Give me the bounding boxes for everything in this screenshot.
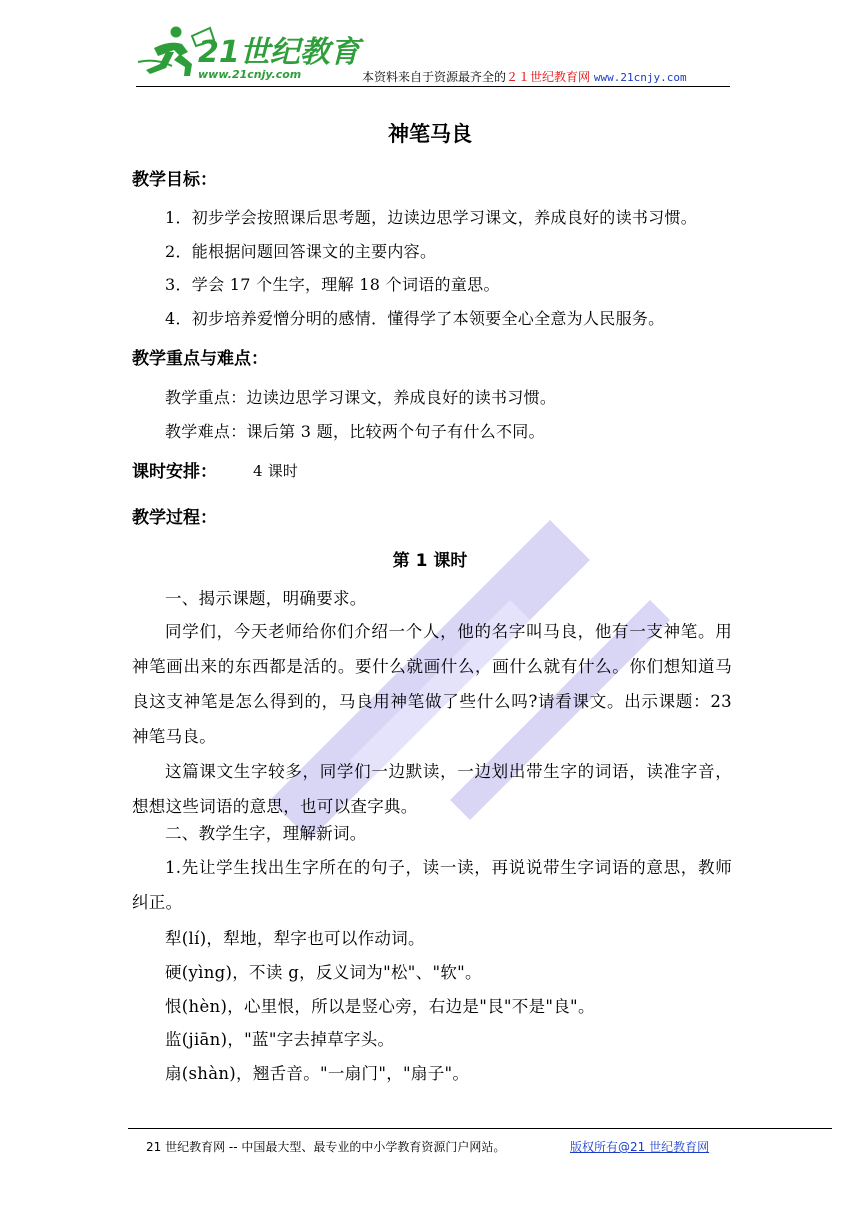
logo-text: 21世纪教育	[198, 35, 360, 70]
instruction-paragraph: 这篇课文生字较多，同学们一边默读，一边划出带生字的词语，读准字音，想想这些词语的意思，也可以查字典。	[132, 762, 732, 816]
footer-text: 21 世纪教育网 -- 中国最大型、最专业的中小学教育资源门户网站。	[146, 1140, 506, 1154]
intro-paragraph: 同学们，今天老师给你们介绍一个人，他的名字叫马良，他有一支神笔。用神笔画出来的东西都是活的。要什么就画什么，画什么就有什么。你们想知道马良这支神笔是怎么得到的，马良用神笔做了些什么吗?请看课文。出示课题：23 神笔马良。	[132, 622, 732, 746]
site-logo	[136, 22, 360, 84]
objective-item: 3．学会 17 个生字，理解 18 个词语的童思。	[165, 275, 500, 294]
focus-heading: 教学重点与难点：	[132, 349, 268, 369]
char-instruction-paragraph: 1.先让学生找出生字所在的句子，读一读，再说说带生字词语的意思，教师纠正。	[132, 858, 732, 912]
header-note-prefix: 本资料来自于资源最齐全的	[362, 70, 507, 84]
logo-url: www.21cnjy.com	[198, 68, 302, 81]
char-note: 监(jiān)，"蓝"字去掉草字头。	[165, 1030, 395, 1049]
header-note-brand: ２１世纪教育网	[506, 70, 591, 84]
document-title: 神笔马良	[388, 122, 472, 146]
header-link[interactable]: www.21cnjy.com	[593, 71, 687, 84]
char-note: 硬(yìng)，不读 g，反义词为"松"、"软"。	[165, 963, 482, 982]
session-title: 第 1 课时	[392, 551, 468, 571]
header-divider	[136, 86, 730, 87]
step-two: 二、教学生字，理解新词。	[165, 824, 367, 843]
char-note: 扇(shàn)，翘舌音。"一扇门"，"扇子"。	[165, 1064, 470, 1083]
objectives-heading: 教学目标：	[132, 170, 217, 190]
objective-item: 2．能根据问题回答课文的主要内容。	[165, 242, 437, 261]
objective-item: 1．初步学会按照课后思考题，边读边思学习课文，养成良好的读书习惯。	[165, 208, 698, 227]
schedule-value: 4 课时	[253, 462, 299, 480]
process-heading: 教学过程：	[132, 508, 217, 528]
step-one: 一、揭示课题，明确要求。	[165, 589, 367, 608]
schedule-heading: 课时安排：	[132, 462, 217, 482]
key-point: 教学重点：边读边思学习课文，养成良好的读书习惯。	[165, 388, 557, 407]
footer-divider	[128, 1128, 832, 1129]
copyright-link[interactable]: 版权所有@21 世纪教育网	[570, 1140, 710, 1154]
char-note: 犁(lí)，犁地，犁字也可以作动词。	[165, 929, 425, 948]
objective-item: 4．初步培养爱憎分明的感情．懂得学了本领要全心全意为人民服务。	[165, 309, 665, 328]
header-note	[362, 68, 687, 85]
char-note: 恨(hèn)，心里恨，所以是竖心旁，右边是"艮"不是"良"。	[165, 997, 595, 1016]
difficulty-point: 教学难点：课后第 3 题，比较两个句子有什么不同。	[165, 422, 545, 441]
